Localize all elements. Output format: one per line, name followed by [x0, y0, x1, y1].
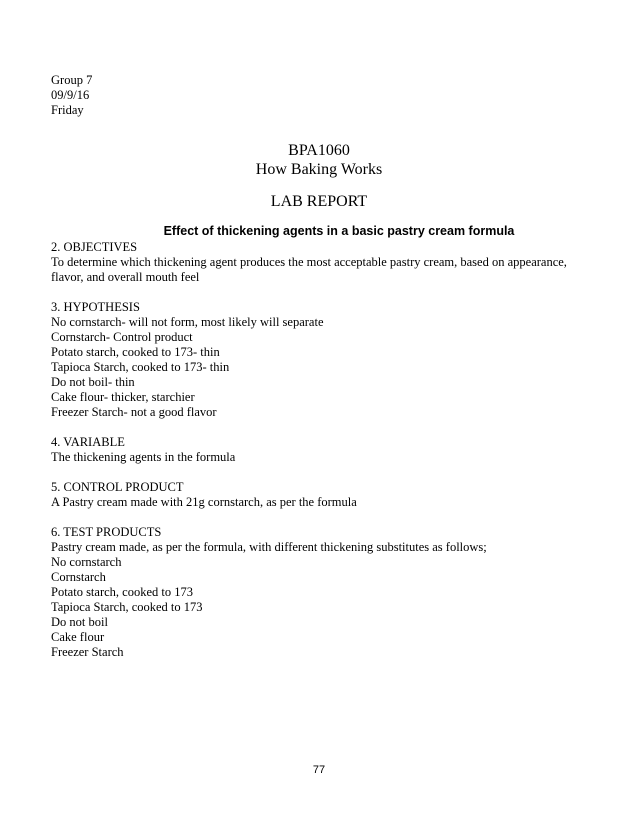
test-product-item: No cornstarch: [51, 555, 122, 569]
test-product-item: Tapioca Starch, cooked to 173: [51, 600, 203, 614]
report-header: [51, 73, 92, 118]
report-day: Friday: [51, 103, 84, 117]
variable-heading: 4. VARIABLE: [51, 435, 125, 449]
objectives-text-line-1: To determine which thickening agent produces the most acceptable pastry cream, based on appearance,: [51, 255, 567, 269]
hypothesis-item: Cake flour- thicker, starchier: [51, 390, 195, 404]
course-code: BPA1060: [288, 142, 350, 159]
hypothesis-item: Freezer Starch- not a good flavor: [51, 405, 217, 419]
test-products-section: [51, 525, 591, 660]
control-product-heading: 5. CONTROL PRODUCT: [51, 480, 184, 494]
control-product-text: A Pastry cream made with 21g cornstarch, as per the formula: [51, 495, 357, 509]
test-product-item: Cornstarch: [51, 570, 106, 584]
page-number: 77: [312, 764, 326, 776]
hypothesis-item: Tapioca Starch, cooked to 173- thin: [51, 360, 230, 374]
variable-section: [51, 435, 591, 465]
objectives-text-line-2: flavor, and overall mouth feel: [51, 270, 200, 284]
hypothesis-item: Do not boil- thin: [51, 375, 135, 389]
test-product-item: Potato starch, cooked to 173: [51, 585, 193, 599]
report-body: [51, 240, 591, 675]
hypothesis-item: Cornstarch- Control product: [51, 330, 193, 344]
course-name: How Baking Works: [255, 161, 383, 178]
hypothesis-heading: 3. HYPOTHESIS: [51, 300, 140, 314]
control-product-section: [51, 480, 591, 510]
objectives-heading: 2. OBJECTIVES: [51, 240, 138, 254]
report-title: LAB REPORT: [270, 193, 368, 210]
test-product-item: Freezer Starch: [51, 645, 124, 659]
test-products-heading: 6. TEST PRODUCTS: [51, 525, 162, 539]
report-subtitle: Effect of thickening agents in a basic pastry cream formula: [163, 224, 515, 238]
hypothesis-item: Potato starch, cooked to 173- thin: [51, 345, 220, 359]
variable-text: The thickening agents in the formula: [51, 450, 236, 464]
hypothesis-section: [51, 300, 591, 420]
report-date: 09/9/16: [51, 88, 90, 102]
test-product-item: Do not boil: [51, 615, 108, 629]
group-label: Group 7: [51, 73, 93, 87]
test-product-item: Cake flour: [51, 630, 105, 644]
test-products-intro: Pastry cream made, as per the formula, with different thickening substitutes as follows;: [51, 540, 487, 554]
objectives-section: [51, 240, 591, 285]
hypothesis-item: No cornstarch- will not form, most likely will separate: [51, 315, 324, 329]
